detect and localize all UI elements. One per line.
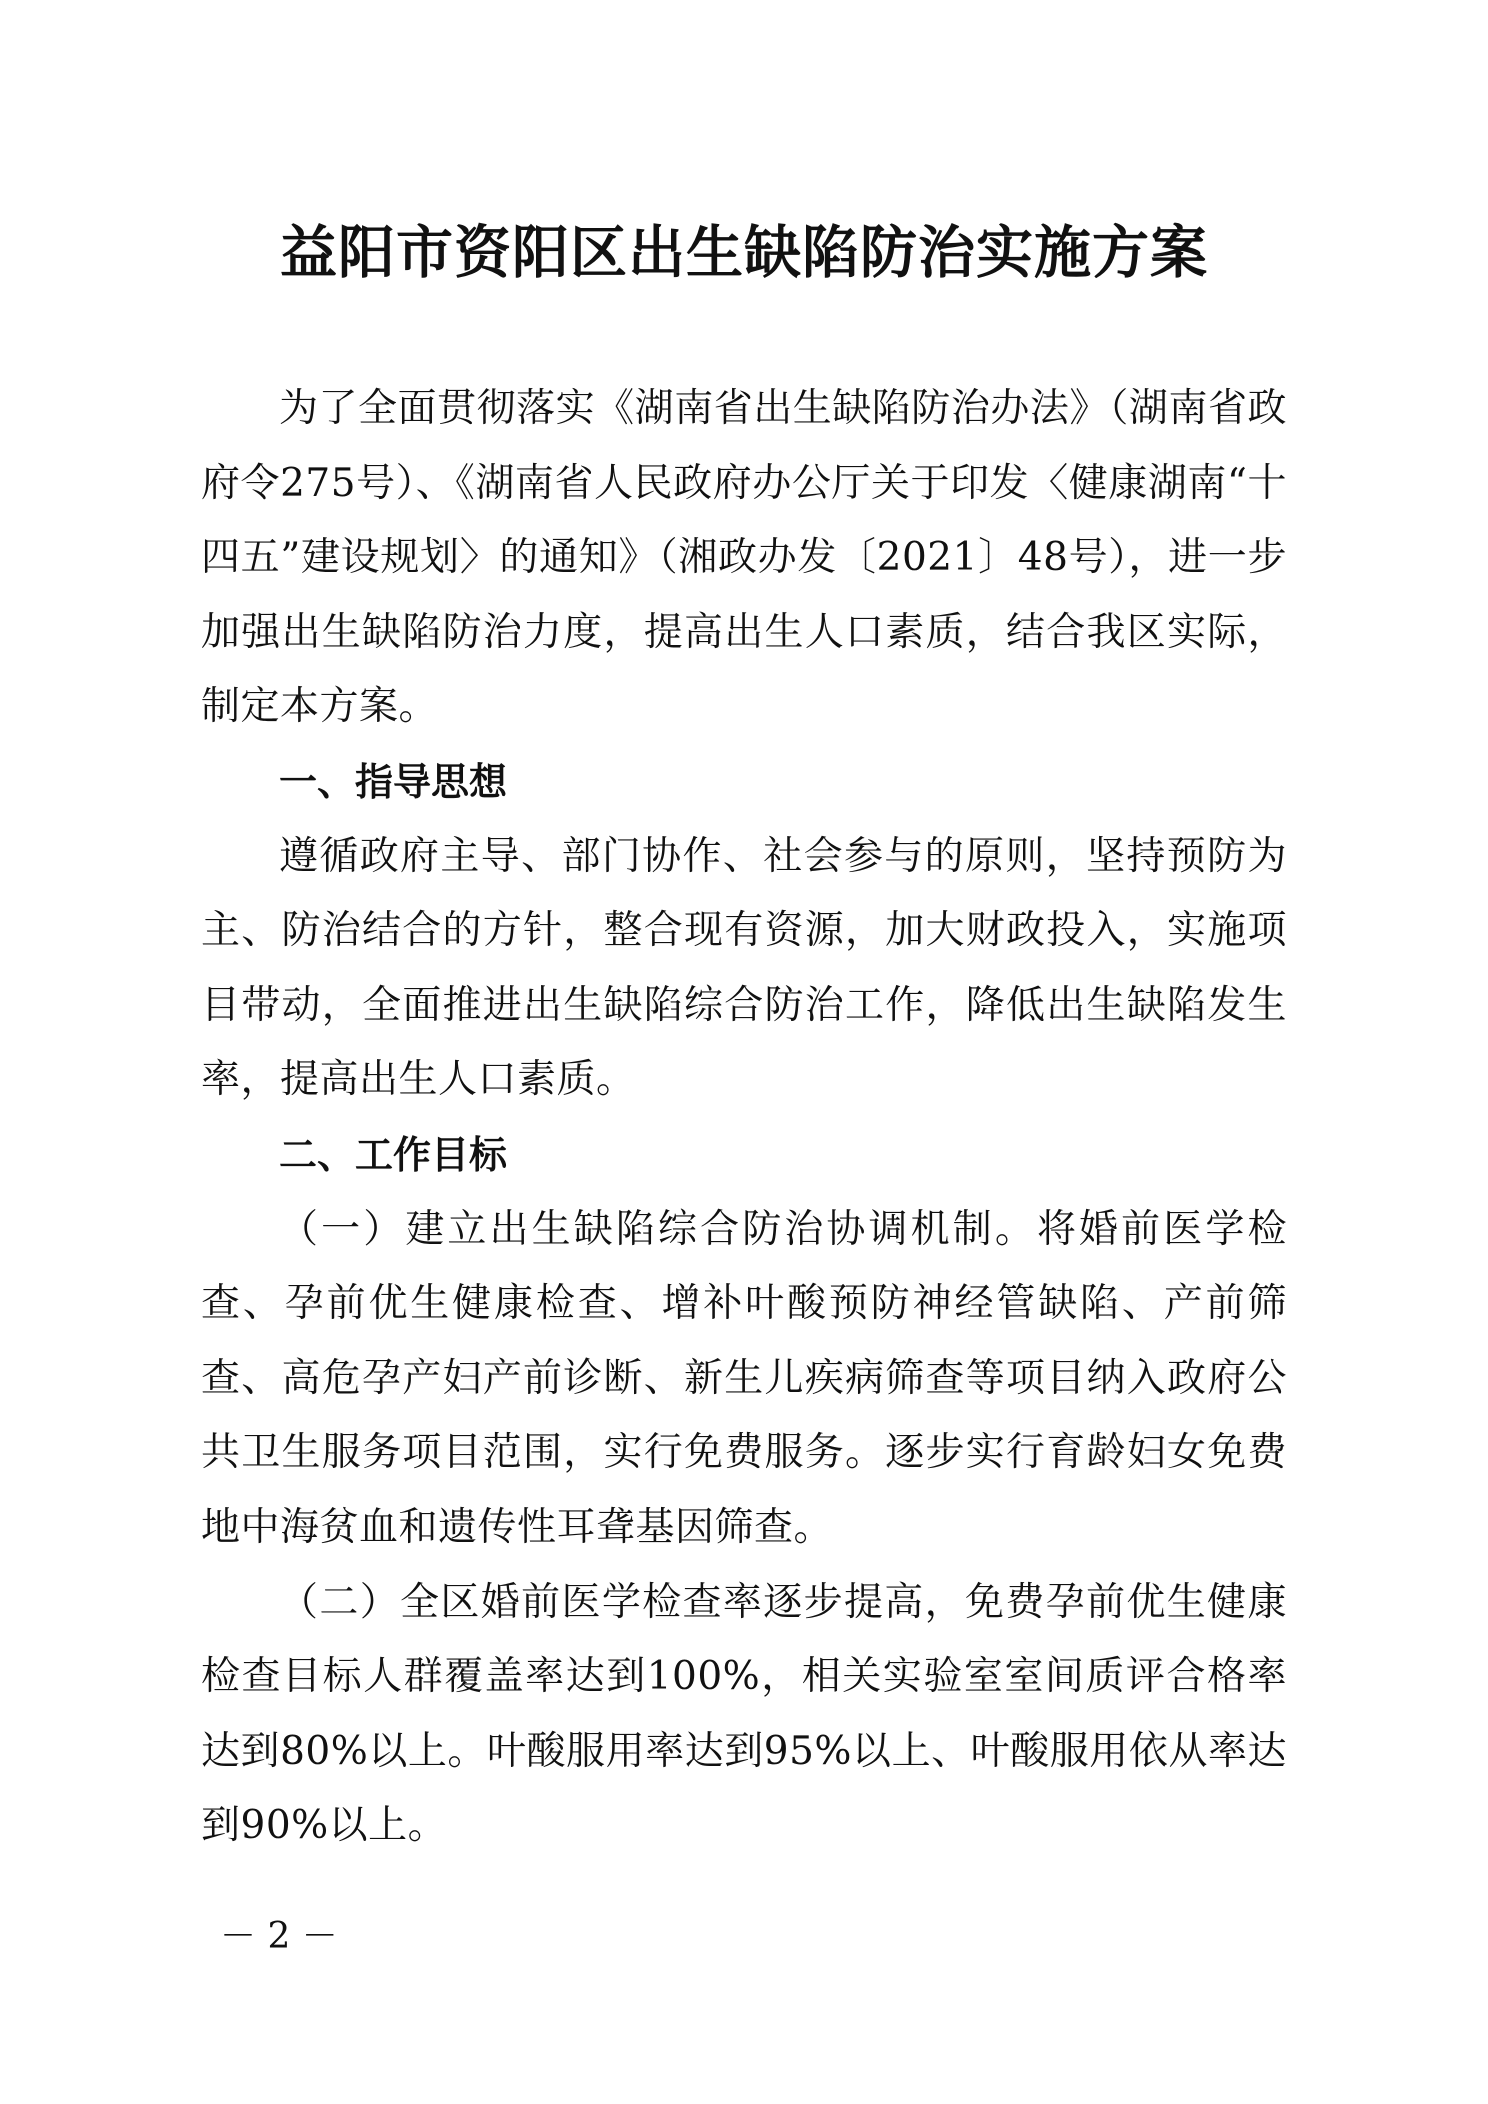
section-heading-guiding-ideology: 一、指导思想 [279,759,508,804]
guiding-ideology-paragraph: 遵循政府主导、部门协作、社会参与的原则，坚持预防为主、防治结合的方针，整合现有资源，加大财政投入，实施项目带动，全面推进出生缺陷综合防治工作，降低出生缺陷发生率，提高出生人口素质。 [201,833,1287,1103]
document-title: 益阳市资阳区出生缺陷防治实施方案 [280,219,1208,286]
document-body [201,372,1287,1864]
page-number: － 2 － [220,1916,338,1957]
section-heading-work-goals: 二、工作目标 [279,1132,508,1177]
intro-paragraph: 为了全面贯彻落实《湖南省出生缺陷防治办法》（湖南省政府令275号）、《湖南省人民政府办公厅关于印发〈健康湖南“十四五”建设规划〉的通知》（湘政办发〔2021〕48号），进一步加强出生缺陷防治力度，提高出生人口素质，结合我区实际，制定本方案。 [201,386,1287,730]
work-goal-item-2: （二）全区婚前医学检查率逐步提高，免费孕前优生健康检查目标人群覆盖率达到100%，相关实验室室间质评合格率达到80%以上。叶酸服用率达到95%以上、叶酸服用依从率达到90%以上。 [201,1579,1287,1849]
work-goal-item-1: （一）建立出生缺陷综合防治协调机制。将婚前医学检查、孕前优生健康检查、增补叶酸预防神经管缺陷、产前筛查、高危孕产妇产前诊断、新生儿疾病筛查等项目纳入政府公共卫生服务项目范围，实行免费服务。逐步实行育龄妇女免费地中海贫血和遗传性耳聋基因筛查。 [201,1206,1287,1550]
